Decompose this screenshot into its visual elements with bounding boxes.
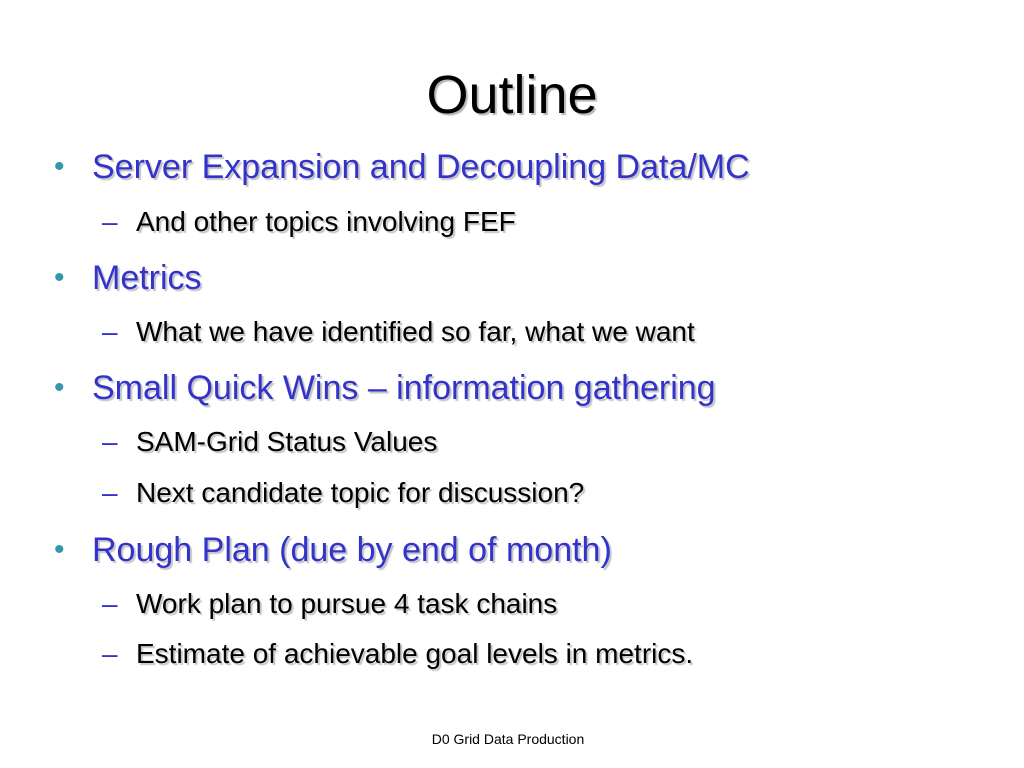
- sub-dash-icon: –: [102, 206, 118, 237]
- sub-dash-icon: –: [102, 638, 118, 669]
- bullet-item-small-quick-wins: [54, 365, 716, 411]
- bullet-label: Server Expansion and Decoupling Data/MC: [92, 148, 750, 186]
- bullet-item-rough-plan: [54, 527, 612, 573]
- bullet-dot-icon: •: [54, 371, 65, 404]
- sub-label: Work plan to pursue 4 task chains: [136, 588, 558, 619]
- bullet-dot-icon: •: [54, 533, 65, 566]
- sub-dash-icon: –: [102, 316, 118, 347]
- sub-item-work-plan: [102, 584, 557, 624]
- sub-label: What we have identified so far, what we want: [136, 316, 695, 347]
- sub-label: SAM-Grid Status Values: [136, 426, 438, 457]
- sub-item-next-candidate: [102, 473, 584, 513]
- sub-dash-icon: –: [102, 588, 118, 619]
- bullet-dot-icon: •: [54, 261, 65, 294]
- bullet-label: Metrics: [92, 259, 202, 297]
- sub-item-identified-so-far: [102, 312, 695, 352]
- slide-title: Outline: [426, 65, 598, 125]
- sub-item-estimate-goal-levels: [102, 634, 693, 674]
- sub-label: Estimate of achievable goal levels in metrics.: [136, 638, 694, 669]
- sub-label: And other topics involving FEF: [136, 206, 516, 237]
- bullet-label: Rough Plan (due by end of month): [92, 531, 612, 569]
- sub-label: Next candidate topic for discussion?: [136, 477, 585, 508]
- sub-item-fef-topics: [102, 202, 516, 242]
- slide-footer: D0 Grid Data Production: [431, 731, 585, 747]
- bullet-label: Small Quick Wins – information gathering: [92, 369, 716, 407]
- sub-dash-icon: –: [102, 426, 118, 457]
- sub-dash-icon: –: [102, 477, 118, 508]
- sub-item-sam-grid-status: [102, 422, 437, 462]
- bullet-item-server-expansion: [54, 144, 750, 190]
- bullet-item-metrics: [54, 255, 202, 301]
- bullet-dot-icon: •: [54, 150, 65, 183]
